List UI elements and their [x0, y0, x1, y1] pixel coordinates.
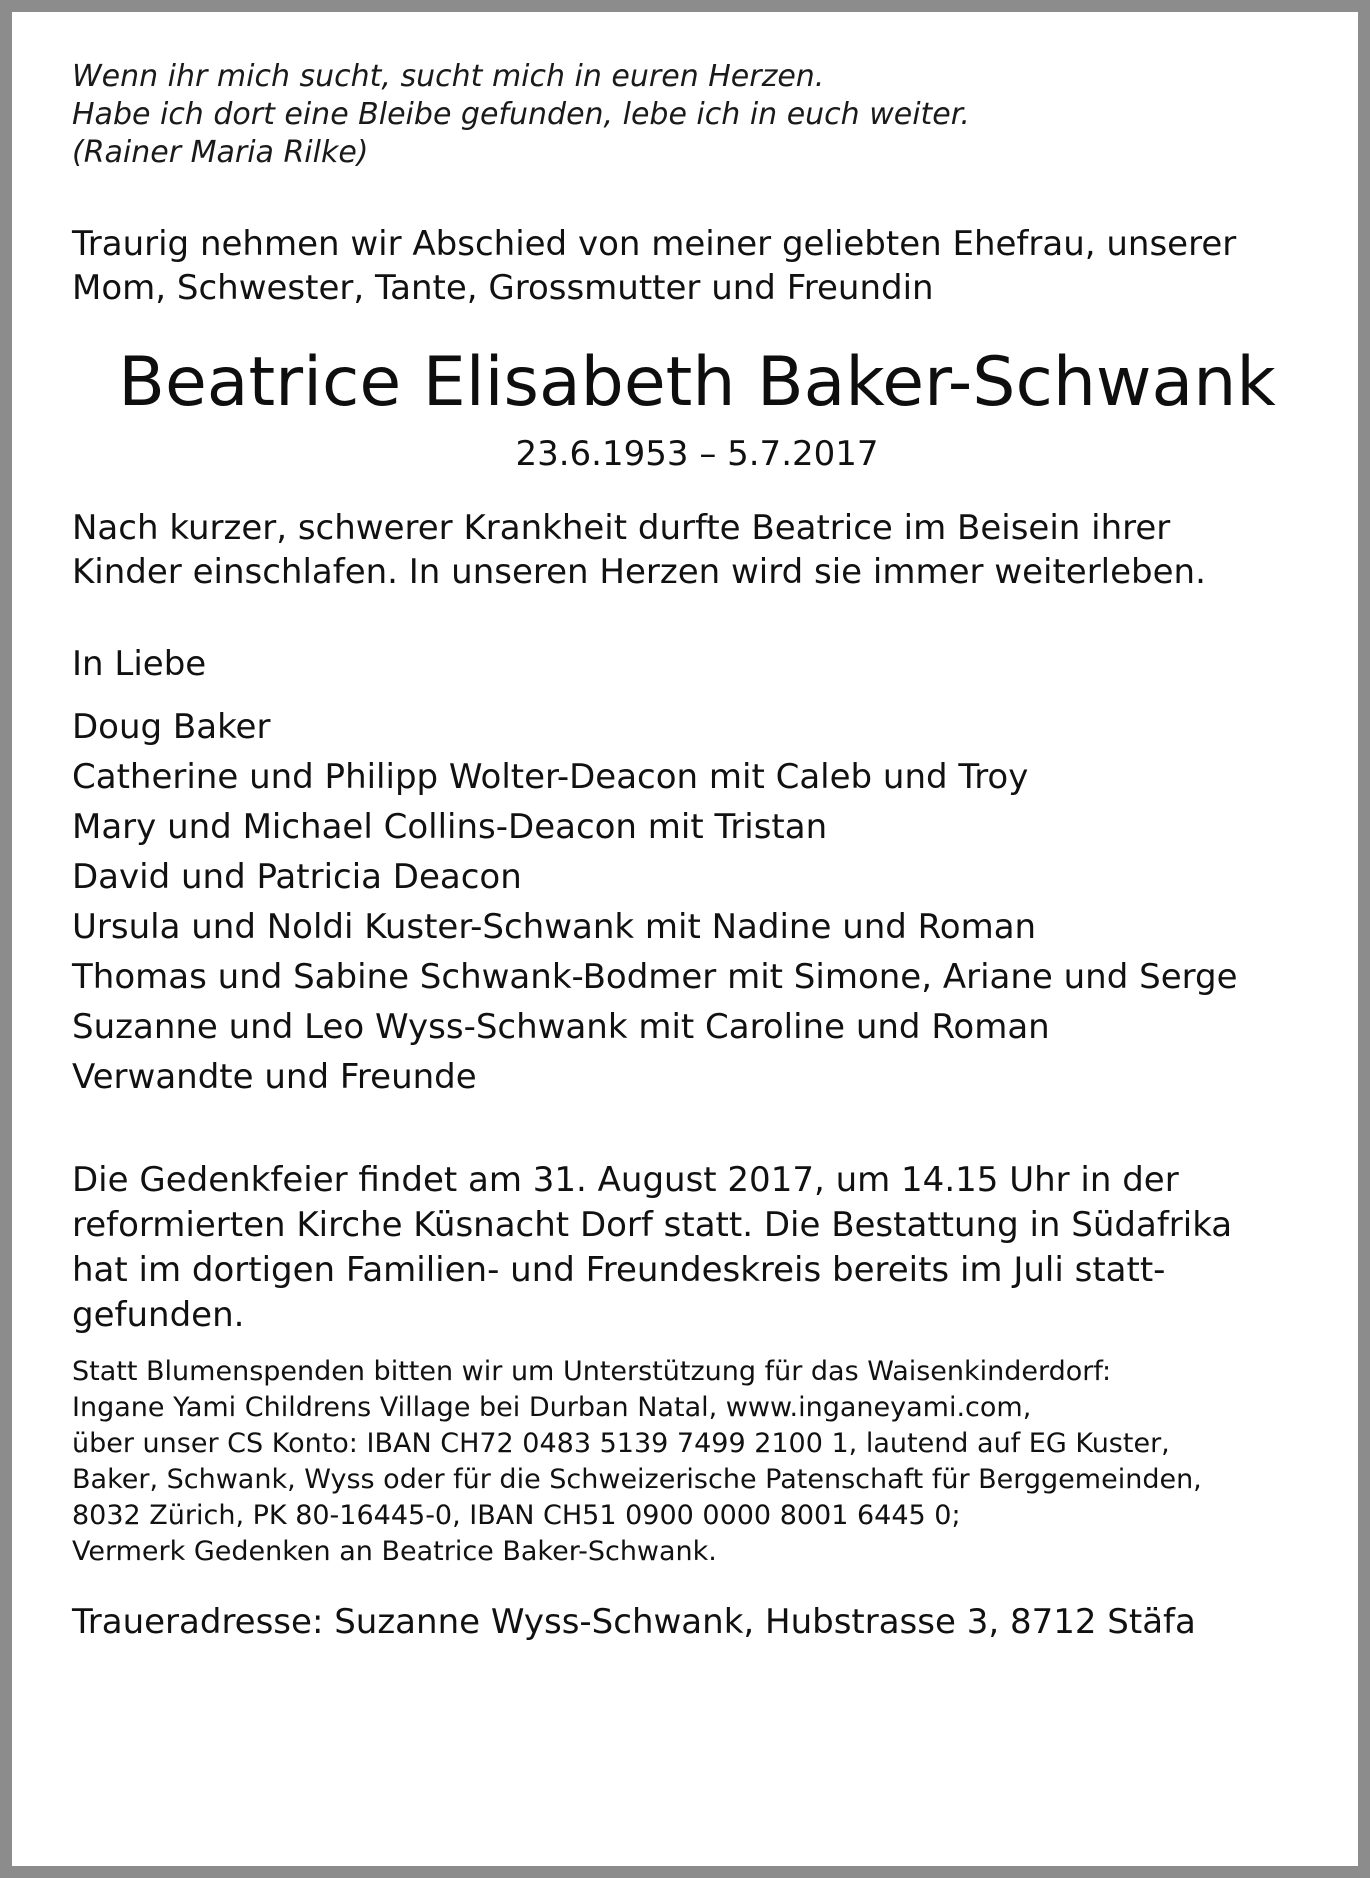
- mourner-entry: Thomas und Sabine Schwank-Bodmer mit Simone, Ariane und Serge: [72, 957, 1238, 997]
- donation-line: Ingane Yami Childrens Village bei Durban Natal, www.inganeyami.com,: [72, 1392, 1032, 1423]
- quote-line: Habe ich dort eine Bleibe gefunden, lebe ich in euch weiter.: [72, 97, 970, 132]
- donation-info: [72, 1354, 1322, 1570]
- mourner-entry: Catherine und Philipp Wolter-Deacon mit Caleb und Troy: [72, 757, 1029, 797]
- donation-line: Statt Blumenspenden bitten wir um Unterstützung für das Waisenkinderdorf:: [72, 1356, 1112, 1387]
- donation-line: über unser CS Konto: IBAN CH72 0483 5139 7499 2100 1, lautend auf EG Kuster,: [72, 1428, 1170, 1459]
- mourners-list: [72, 702, 1322, 1102]
- intro-line: Mom, Schwester, Tante, Grossmutter und Freundin: [72, 268, 934, 308]
- mourning-address: Traueradresse: Suzanne Wyss-Schwank, Hubstrasse 3, 8712 Stäfa: [72, 1602, 1196, 1642]
- mourner-entry: Suzanne und Leo Wyss-Schwank mit Caroline und Roman: [72, 1007, 1050, 1047]
- mourner-entry: David und Patricia Deacon: [72, 857, 522, 897]
- ceremony-line: reformierten Kirche Küsnacht Dorf statt. Die Bestattung in Südafrika: [72, 1205, 1233, 1245]
- mourner-entry: Ursula und Noldi Kuster-Schwank mit Nadine und Roman: [72, 907, 1037, 947]
- ceremony-line: Die Gedenkfeier findet am 31. August 2017, um 14.15 Uhr in der: [72, 1160, 1179, 1200]
- intro-line: Traurig nehmen wir Abschied von meiner geliebten Ehefrau, unserer: [72, 224, 1237, 264]
- memorial-service-info: [72, 1158, 1322, 1338]
- signoff: In Liebe: [72, 644, 207, 684]
- rilke-quote: [72, 58, 1322, 172]
- quote-line: Wenn ihr mich sucht, sucht mich in euren Herzen.: [72, 59, 825, 94]
- mourner-entry: Mary und Michael Collins-Deacon mit Tristan: [72, 807, 828, 847]
- donation-line: 8032 Zürich, PK 80-16445-0, IBAN CH51 0900 0000 8001 6445 0;: [72, 1500, 961, 1531]
- ceremony-line: hat im dortigen Familien- und Freundeskreis bereits im Juli statt-: [72, 1250, 1166, 1290]
- passing-message: [72, 506, 1322, 594]
- obituary-content: [72, 58, 1322, 1644]
- deceased-name: Beatrice Elisabeth Baker-Schwank: [118, 343, 1276, 422]
- donation-line: Vermerk Gedenken an Beatrice Baker-Schwank.: [72, 1536, 717, 1567]
- mourner-entry: Doug Baker: [72, 707, 271, 747]
- ceremony-line: gefunden.: [72, 1295, 245, 1335]
- mourner-entry: Verwandte und Freunde: [72, 1057, 477, 1097]
- farewell-intro: [72, 222, 1322, 310]
- message-line: Nach kurzer, schwerer Krankheit durfte Beatrice im Beisein ihrer: [72, 508, 1171, 548]
- message-line: Kinder einschlafen. In unseren Herzen wird sie immer weiterleben.: [72, 552, 1206, 592]
- obituary-card: [12, 12, 1358, 1866]
- life-dates: 23.6.1953 – 5.7.2017: [515, 434, 879, 474]
- quote-attribution: (Rainer Maria Rilke): [72, 135, 369, 170]
- donation-line: Baker, Schwank, Wyss oder für die Schweizerische Patenschaft für Berggemeinden,: [72, 1464, 1202, 1495]
